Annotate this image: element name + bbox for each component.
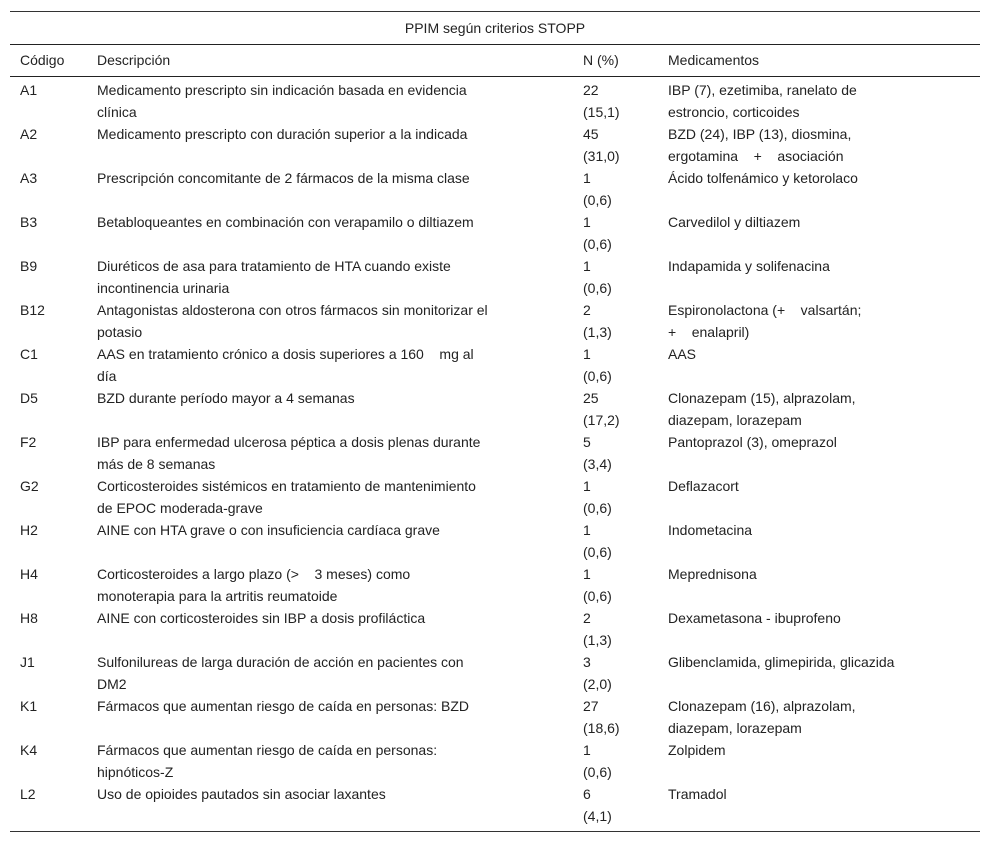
medication-line: estroncio, corticoides <box>668 104 800 120</box>
cell-description <box>87 299 573 343</box>
cell-description <box>87 211 573 255</box>
cell-description <box>87 563 573 607</box>
cell-medications <box>658 123 980 167</box>
description-line: IBP para enfermedad ulcerosa péptica a dosis plenas durante <box>97 434 481 450</box>
description-line: BZD durante período mayor a 4 semanas <box>97 390 355 406</box>
cell-code: H2 <box>20 522 38 538</box>
description-line: Betabloqueantes en combinación con verapamilo o diltiazem <box>97 214 474 230</box>
cell-n-percent <box>573 211 658 255</box>
cell-description <box>87 255 573 299</box>
cell-code: J1 <box>20 654 35 670</box>
cell-code: L2 <box>20 786 36 802</box>
cell-n-percent <box>573 79 658 123</box>
header-medications: Medicamentos <box>668 52 760 68</box>
header-description: Descripción <box>97 52 171 68</box>
cell-n-percent <box>573 563 658 607</box>
cell-medications <box>658 431 980 475</box>
description-line: Medicamento prescripto con duración superior a la indicada <box>97 126 468 142</box>
count: 25 <box>583 390 599 406</box>
cell-medications <box>658 695 980 739</box>
cell-n-percent <box>573 783 658 827</box>
table-row <box>10 563 980 607</box>
cell-medications <box>658 475 980 519</box>
cell-n-percent <box>573 167 658 211</box>
count: 1 <box>583 566 591 582</box>
percent: (0,6) <box>583 236 612 252</box>
description-line: de EPOC moderada-grave <box>97 500 263 516</box>
percent: (4,1) <box>583 808 612 824</box>
description-line: Medicamento prescripto sin indicación basada en evidencia <box>97 82 467 98</box>
description-line: día <box>97 368 117 384</box>
cell-medications <box>658 783 980 827</box>
table-body <box>10 77 980 832</box>
cell-medications <box>658 343 980 387</box>
count: 1 <box>583 522 591 538</box>
count: 2 <box>583 610 591 626</box>
cell-n-percent <box>573 255 658 299</box>
cell-code: G2 <box>20 478 39 494</box>
medication-line: Carvedilol y diltiazem <box>668 214 801 230</box>
description-line: Fármacos que aumentan riesgo de caída en personas: <box>97 742 438 758</box>
description-line: Corticosteroides sistémicos en tratamiento de mantenimiento <box>97 478 476 494</box>
count: 1 <box>583 478 591 494</box>
description-line: clínica <box>97 104 137 120</box>
medication-line: Tramadol <box>668 786 727 802</box>
cell-description <box>87 431 573 475</box>
cell-n-percent <box>573 607 658 651</box>
medication-line: Deflazacort <box>668 478 739 494</box>
cell-n-percent <box>573 519 658 563</box>
cell-code: H4 <box>20 566 38 582</box>
percent: (0,6) <box>583 764 612 780</box>
percent: (2,0) <box>583 676 612 692</box>
percent: (1,3) <box>583 324 612 340</box>
cell-description <box>87 607 573 651</box>
table-row <box>10 607 980 651</box>
table-row <box>10 783 980 827</box>
medication-line: Indapamida y solifenacina <box>668 258 830 274</box>
cell-n-percent <box>573 651 658 695</box>
cell-medications <box>658 519 980 563</box>
table-row <box>10 167 980 211</box>
description-line: AINE con HTA grave o con insuficiencia cardíaca grave <box>97 522 440 538</box>
description-line: Fármacos que aumentan riesgo de caída en personas: BZD <box>97 698 469 714</box>
description-line: monoterapia para la artritis reumatoide <box>97 588 338 604</box>
count: 6 <box>583 786 591 802</box>
count: 5 <box>583 434 591 450</box>
cell-medications <box>658 739 980 783</box>
table-row <box>10 695 980 739</box>
medication-line: + enalapril) <box>668 324 750 340</box>
medication-line: IBP (7), ezetimiba, ranelato de <box>668 82 857 98</box>
cell-code: C1 <box>20 346 38 362</box>
count: 1 <box>583 258 591 274</box>
table-row <box>10 299 980 343</box>
header-n-percent: N (%) <box>583 52 619 68</box>
cell-description <box>87 167 573 211</box>
medication-line: Clonazepam (15), alprazolam, <box>668 390 856 406</box>
cell-description <box>87 475 573 519</box>
header-code: Código <box>20 52 65 68</box>
percent: (3,4) <box>583 456 612 472</box>
description-line: hipnóticos-Z <box>97 764 174 780</box>
cell-n-percent <box>573 739 658 783</box>
percent: (1,3) <box>583 632 612 648</box>
cell-n-percent <box>573 299 658 343</box>
description-line: Uso de opioides pautados sin asociar laxantes <box>97 786 386 802</box>
cell-description <box>87 387 573 431</box>
cell-code: K1 <box>20 698 38 714</box>
cell-code: K4 <box>20 742 38 758</box>
medication-line: Indometacina <box>668 522 753 538</box>
percent: (0,6) <box>583 192 612 208</box>
cell-code: H8 <box>20 610 38 626</box>
cell-n-percent <box>573 431 658 475</box>
table-row <box>10 519 980 563</box>
count: 1 <box>583 742 591 758</box>
cell-description <box>87 783 573 827</box>
description-line: DM2 <box>97 676 127 692</box>
cell-n-percent <box>573 695 658 739</box>
medication-line: Clonazepam (16), alprazolam, <box>668 698 856 714</box>
table-row <box>10 387 980 431</box>
medication-line: Glibenclamida, glimepirida, glicazida <box>668 654 895 670</box>
count: 1 <box>583 214 591 230</box>
table-title: PPIM según criterios STOPP <box>10 11 980 45</box>
table-row <box>10 651 980 695</box>
count: 2 <box>583 302 591 318</box>
table-row <box>10 255 980 299</box>
cell-code: A2 <box>20 126 38 142</box>
medication-line: AAS <box>668 346 697 362</box>
medication-line: diazepam, lorazepam <box>668 720 802 736</box>
cell-code: B12 <box>20 302 45 318</box>
percent: (0,6) <box>583 368 612 384</box>
percent: (0,6) <box>583 588 612 604</box>
cell-n-percent <box>573 387 658 431</box>
cell-medications <box>658 563 980 607</box>
medication-line: Dexametasona - ibuprofeno <box>668 610 841 626</box>
description-line: Corticosteroides a largo plazo (> 3 meses) como <box>97 566 411 582</box>
cell-medications <box>658 651 980 695</box>
medication-line: Espironolactona (+ valsartán; <box>668 302 862 318</box>
cell-description <box>87 739 573 783</box>
cell-description <box>87 343 573 387</box>
description-line: Prescripción concomitante de 2 fármacos de la misma clase <box>97 170 470 186</box>
cell-description <box>87 695 573 739</box>
table-row <box>10 343 980 387</box>
medication-line: Pantoprazol (3), omeprazol <box>668 434 837 450</box>
percent: (31,0) <box>583 148 620 164</box>
description-line: potasio <box>97 324 143 340</box>
percent: (0,6) <box>583 544 612 560</box>
count: 45 <box>583 126 599 142</box>
table-row <box>10 79 980 123</box>
cell-medications <box>658 167 980 211</box>
cell-n-percent <box>573 123 658 167</box>
description-line: AAS en tratamiento crónico a dosis superiores a 160 mg al <box>97 346 474 362</box>
description-line: Antagonistas aldosterona con otros fármacos sin monitorizar el <box>97 302 488 318</box>
medication-line: BZD (24), IBP (13), diosmina, <box>668 126 852 142</box>
cell-medications <box>658 607 980 651</box>
description-line: más de 8 semanas <box>97 456 216 472</box>
stopp-table <box>10 11 980 832</box>
table-row <box>10 123 980 167</box>
count: 1 <box>583 170 591 186</box>
description-line: incontinencia urinaria <box>97 280 230 296</box>
count: 22 <box>583 82 599 98</box>
table-row <box>10 475 980 519</box>
percent: (17,2) <box>583 412 620 428</box>
count: 1 <box>583 346 591 362</box>
count: 3 <box>583 654 591 670</box>
percent: (18,6) <box>583 720 620 736</box>
cell-code: B9 <box>20 258 38 274</box>
cell-code: F2 <box>20 434 37 450</box>
cell-code: D5 <box>20 390 38 406</box>
medication-line: Ácido tolfenámico y ketorolaco <box>668 170 858 186</box>
medication-line: Zolpidem <box>668 742 726 758</box>
cell-medications <box>658 299 980 343</box>
cell-medications <box>658 255 980 299</box>
percent: (0,6) <box>583 500 612 516</box>
count: 27 <box>583 698 599 714</box>
medication-line: ergotamina + asociación <box>668 148 844 164</box>
percent: (0,6) <box>583 280 612 296</box>
header-row <box>10 45 980 77</box>
table-row <box>10 431 980 475</box>
cell-code: A3 <box>20 170 38 186</box>
description-line: Diuréticos de asa para tratamiento de HTA cuando existe <box>97 258 451 274</box>
cell-code: B3 <box>20 214 38 230</box>
cell-description <box>87 651 573 695</box>
table-row <box>10 211 980 255</box>
cell-description <box>87 79 573 123</box>
cell-medications <box>658 387 980 431</box>
medication-line: diazepam, lorazepam <box>668 412 802 428</box>
table-row <box>10 739 980 783</box>
cell-n-percent <box>573 343 658 387</box>
cell-description <box>87 519 573 563</box>
description-line: AINE con corticosteroides sin IBP a dosis profiláctica <box>97 610 426 626</box>
cell-n-percent <box>573 475 658 519</box>
description-line: Sulfonilureas de larga duración de acción en pacientes con <box>97 654 464 670</box>
cell-description <box>87 123 573 167</box>
cell-medications <box>658 79 980 123</box>
cell-code: A1 <box>20 82 38 98</box>
percent: (15,1) <box>583 104 620 120</box>
cell-medications <box>658 211 980 255</box>
medication-line: Meprednisona <box>668 566 757 582</box>
